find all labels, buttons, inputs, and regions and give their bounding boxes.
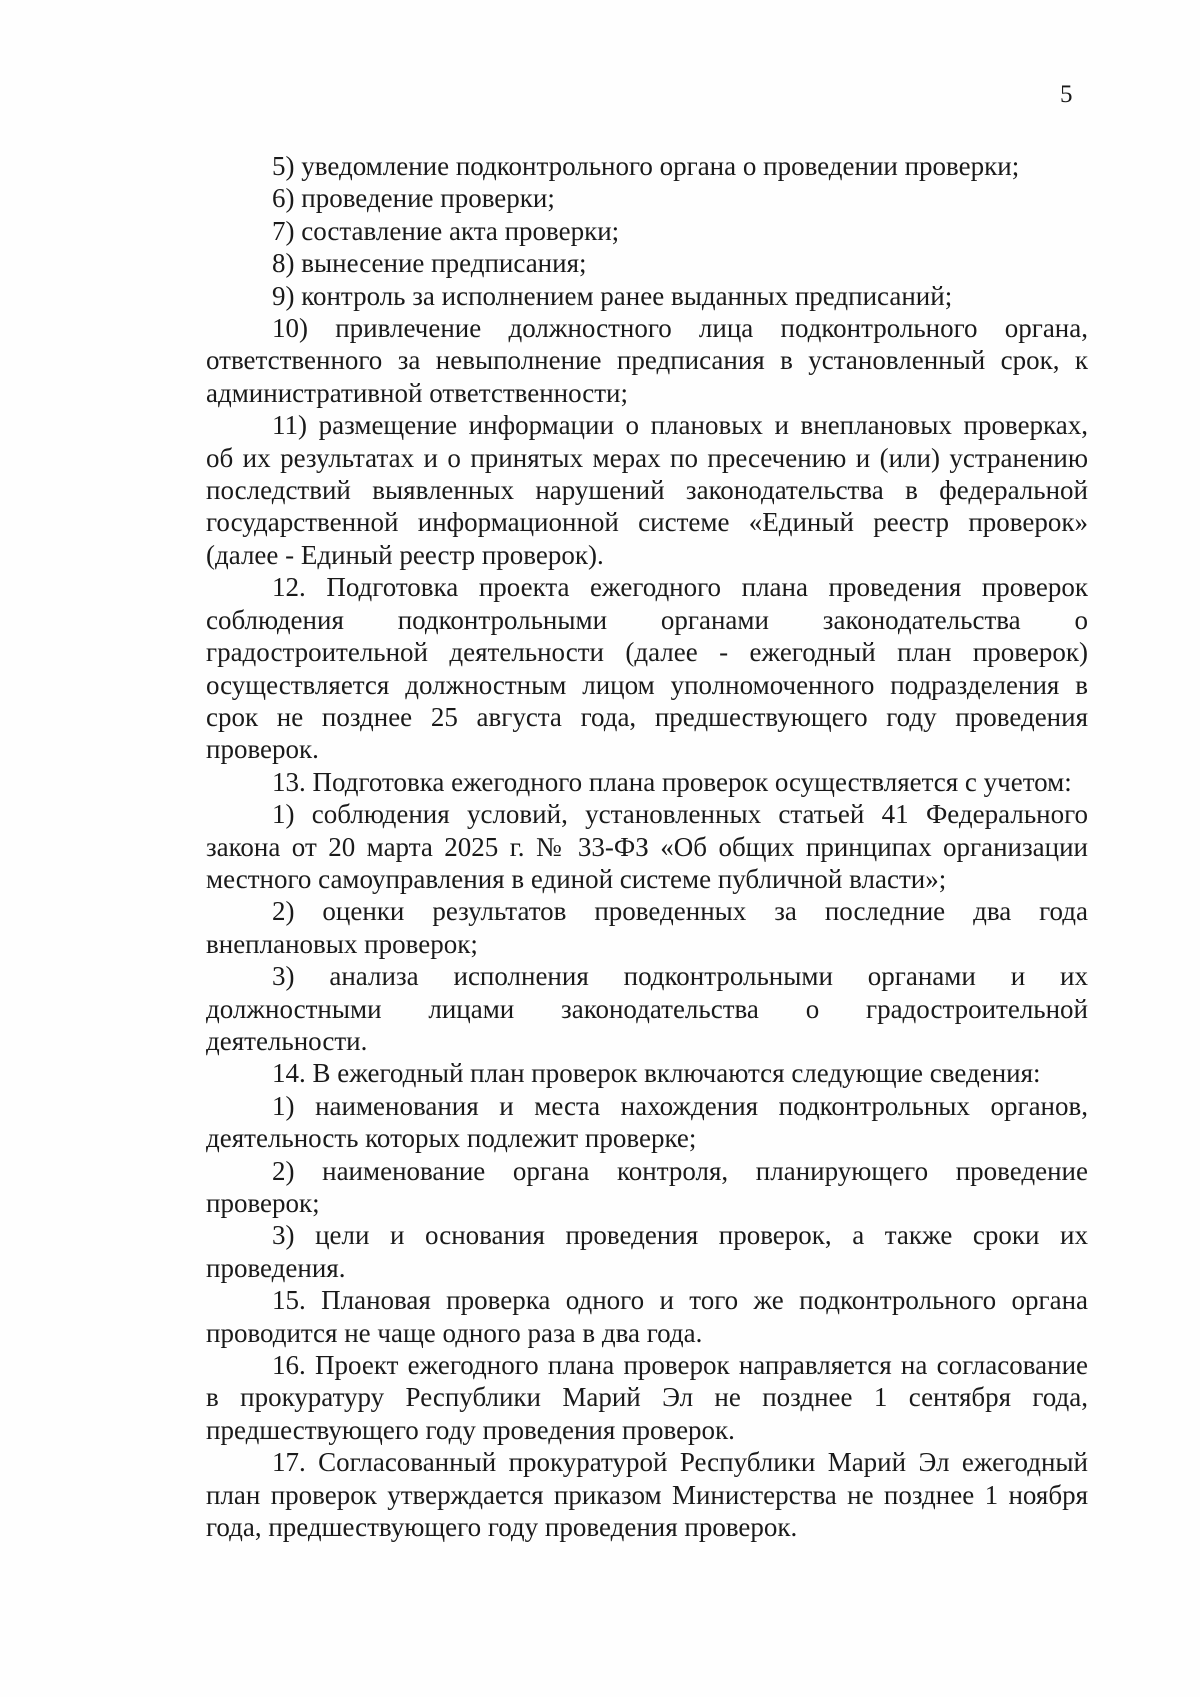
list-item-11-registry: 11) размещение информации о плановых и внеплановых проверках, об их результатах и о принятых мерах по пресечению и (или) устранению последствий выявленных нарушений законодательства в федеральной государственной информационной системе «Единый реестр проверок» (далее - Единый реестр проверок). [206, 410, 1088, 570]
list-item-10-liability: 10) привлечение должностного лица подконтрольного органа, ответственного за невыполнение предписания в установленный срок, к административной ответственности; [206, 313, 1088, 408]
clause-15: 15. Плановая проверка одного и того же подконтрольного органа проводится не чаще одного раза в два года. [206, 1285, 1088, 1348]
clause-13: 13. Подготовка ежегодного плана проверок осуществляется с учетом: [272, 766, 1072, 797]
clause-17: 17. Согласованный прокуратурой Республики Марий Эл ежегодный план проверок утверждается приказом Министерства не позднее 1 ноября года, предшествующего году проведения проверок. [206, 1447, 1088, 1543]
clause-14-item-3: 3) цели и основания проведения проверок, а также сроки их проведения. [206, 1220, 1088, 1283]
document-body [206, 150, 1088, 1543]
clause-14: 14. В ежегодный план проверок включаются следующие сведения: [272, 1058, 1041, 1089]
clause-13-item-2: 2) оценки результатов проведенных за последние два года внеплановых проверок; [206, 896, 1088, 959]
clause-13-item-1: 1) соблюдения условий, установленных статьей 41 Федерального закона от 20 марта 2025 г. № 33-ФЗ «Об общих принципах организации местного самоуправления в единой системе публичной власти»; [206, 799, 1088, 894]
clause-14-item-2: 2) наименование органа контроля, планирующего проведение проверок; [206, 1155, 1088, 1218]
list-item-9-control: 9) контроль за исполнением ранее выданных предписаний; [272, 280, 953, 311]
list-item-5-notification: 5) уведомление подконтрольного органа о проведении проверки; [272, 151, 1020, 181]
clause-13-item-3: 3) анализа исполнения подконтрольными органами и их должностными лицами законодательства о градостроительной деятельности. [206, 961, 1088, 1056]
clause-16: 16. Проект ежегодного плана проверок направляется на согласование в прокуратуру Республики Марий Эл не позднее 1 сентября года, предшествующего году проведения проверок. [206, 1350, 1088, 1445]
list-item-8-order: 8) вынесение предписания; [272, 248, 587, 279]
clause-12: 12. Подготовка проекта ежегодного плана проведения проверок соблюдения подконтрольными органами законодательства о градостроительной деятельности (далее - ежегодный план проверок) осуществляется должностным лицом уполномоченного подразделения в срок не позднее 25 августа года, предшествующего году проведения проверок. [206, 572, 1088, 765]
clause-14-item-1: 1) наименования и места нахождения подконтрольных органов, деятельность которых подлежит проверке; [206, 1090, 1088, 1154]
list-item-7-act: 7) составление акта проверки; [272, 215, 620, 246]
page-number: 5 [1060, 81, 1073, 108]
list-item-6-inspection: 6) проведение проверки; [272, 183, 555, 214]
